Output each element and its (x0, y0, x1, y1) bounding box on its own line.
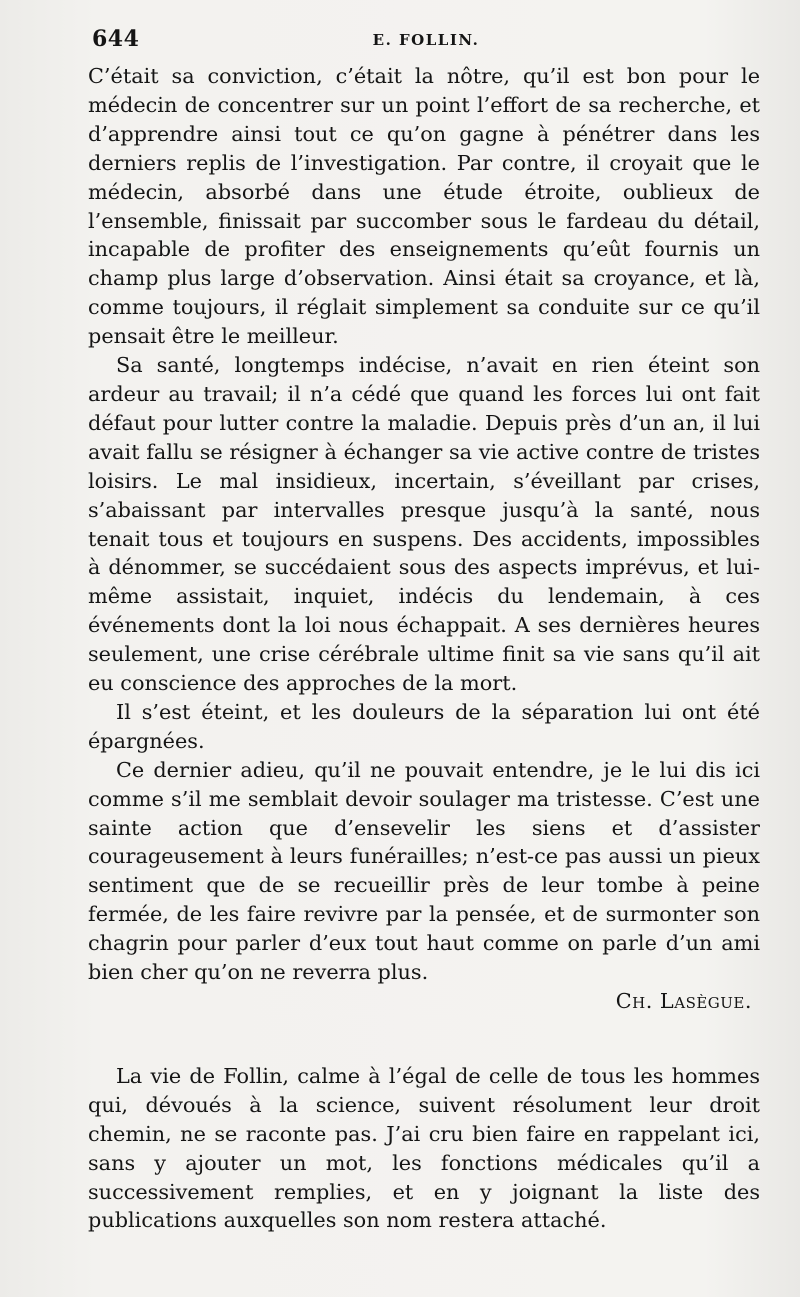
running-head: E. FOLLIN. (372, 31, 480, 49)
paragraph-conviction: C’était sa conviction, c’était la nôtre, qu’il est bon pour le médecin de concentrer sur un point l’effort de sa recherche, et d’apprendre ainsi tout ce qu’on gagne à pénétrer dans les derniers replis de l’investigation. Par contre, il croyait que le médecin, absorbé dans une étude étroite, oublieux de l’ensemble, finissait par succomber sous le fardeau du détail, incapable de profiter des enseignements qu’eût fournis un champ plus large d’observation. Ainsi était sa croyance, et là, comme toujours, il réglait simplement sa conduite sur ce qu’il pensait être le meilleur. (88, 64, 760, 349)
section-gap (88, 1016, 760, 1062)
page-header (92, 26, 760, 58)
paragraph-death: Il s’est éteint, et les douleurs de la séparation lui ont été épargnées. (88, 699, 760, 753)
page-number: 644 (92, 26, 140, 52)
author-signature: Ch. Lasègue. (615, 989, 752, 1013)
paragraph-health: Sa santé, longtemps indécise, n’avait en rien éteint son ardeur au travail; il n’a cédé que quand les forces lui ont fait défaut pour lutter contre la maladie. Depuis près d’un an, il lui avait fallu se résigner à échanger sa vie active contre de tristes loisirs. Le mal insidieux, incertain, s’éveillant par crises, s’abaissant par intervalles presque jusqu’à la santé, nous tenait tous et toujours en suspens. Des accidents, impossibles à dénommer, se succédaient sous des aspects imprévus, et lui-même assistait, inquiet, indécis du lendemain, à ces événements dont la loi nous échappait. A ses dernières heures seulement, une crise cérébrale ultime finit sa vie sans qu’il ait eu conscience des approches de la mort. (88, 353, 760, 696)
body-text (88, 62, 760, 1235)
paragraph-farewell: Ce dernier adieu, qu’il ne pouvait entendre, je le lui dis ici comme s’il me semblait devoir soulager ma tristesse. C’est une sainte action que d’ensevelir les siens et d’assister courageusement à leurs funérailles; n’est-ce pas aussi un pieux sentiment que de se recueillir près de leur tombe à peine fermée, de les faire revivre par la pensée, et de surmonter son chagrin pour parler d’eux tout haut comme on parle d’un ami bien cher qu’on ne reverra plus. (88, 757, 760, 985)
paragraph-life: La vie de Follin, calme à l’égal de celle de tous les hommes qui, dévoués à la science, suivent résolument leur droit chemin, ne se raconte pas. J’ai cru bien faire en rappelant ici, sans y ajouter un mot, les fonctions médicales qu’il a successivement remplies, et en y joignant la liste des publications auxquelles son nom restera attaché. (88, 1063, 760, 1233)
